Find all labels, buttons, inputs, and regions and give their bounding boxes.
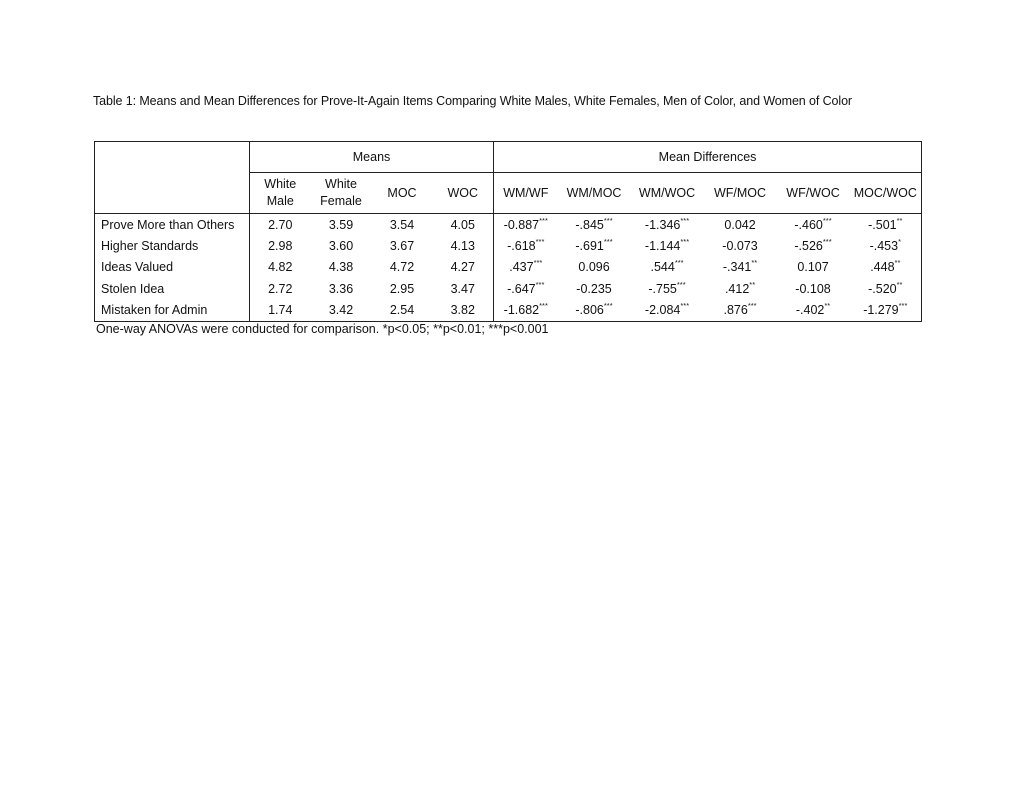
table-cell [433,300,494,322]
cell-value: .437 [509,260,534,275]
group-header-means: Means [250,142,494,173]
group-header-row [95,142,922,173]
table-cell [558,278,631,299]
cell-value: -.402 [795,303,825,318]
cell-value: 2.95 [389,281,415,296]
column-header: White Female [311,173,372,214]
significance-marker: *** [603,215,613,225]
cell-value: -.647 [507,281,536,296]
cell-value: 0.042 [724,217,756,232]
stub-header [95,142,250,214]
table-row [95,257,922,278]
row-label: Stolen Idea [95,278,250,299]
cell-value: 3.36 [328,281,354,296]
cell-value: -0.073 [722,239,758,254]
cell-value: 2.72 [268,281,293,296]
cell-value: -1.144 [644,239,681,254]
significance-marker: *** [822,237,832,247]
significance-marker: *** [603,301,613,311]
cell-value: 4.05 [450,217,475,232]
significance-marker: *** [533,258,543,268]
table-cell [558,300,631,322]
table-cell [494,278,558,299]
column-header: WF/WOC [777,173,850,214]
row-label: Prove More than Others [95,214,250,236]
table-row [95,235,922,256]
cell-value: .412 [724,281,750,296]
significance-marker: *** [898,301,908,311]
significance-marker: *** [680,237,690,247]
table-cell [494,214,558,236]
cell-value: 2.98 [268,239,293,254]
table-cell [777,300,850,322]
table-row [95,300,922,322]
significance-marker: ** [751,258,758,268]
table-cell [777,278,850,299]
table-cell [704,235,777,256]
table-row [95,214,922,236]
cell-value: -.845 [575,217,604,232]
cell-value: -1.682 [503,303,540,318]
table-cell [250,257,311,278]
table-cell [372,278,433,299]
table-cell [777,214,850,236]
table-cell [311,235,372,256]
table-body [95,214,922,322]
cell-value: 4.82 [268,260,293,275]
table-cell [494,300,558,322]
table-cell [433,257,494,278]
table-cell [558,235,631,256]
table-cell [558,214,631,236]
column-header: WM/WOC [631,173,704,214]
significance-marker: ** [824,301,831,311]
table-cell [311,300,372,322]
cell-value: -.691 [575,239,604,254]
table-cell [850,257,922,278]
table-cell [631,278,704,299]
cell-value: -.618 [507,239,536,254]
cell-value: -.806 [575,303,604,318]
cell-value: 3.59 [328,217,354,232]
row-label: Higher Standards [95,235,250,256]
table-cell [850,214,922,236]
cell-value: -1.346 [644,217,681,232]
table-cell [250,278,311,299]
cell-value: .876 [723,303,748,318]
significance-marker: *** [535,279,545,289]
table-caption: Table 1: Means and Mean Differences for Prove-It-Again Items Comparing White Males, White Females, Men of Color, and Women of Color [93,94,852,108]
table-cell [311,257,372,278]
cell-value: 3.82 [450,303,475,318]
significance-marker: ** [896,279,903,289]
table-cell [250,214,311,236]
cell-value: -.520 [868,281,897,296]
significance-marker: *** [539,215,548,225]
cell-value: 4.13 [450,239,475,254]
cell-value: 4.38 [328,260,354,275]
column-header: WF/MOC [704,173,777,214]
table-cell [631,235,704,256]
table-cell [631,257,704,278]
significance-marker: ** [894,258,901,268]
table-cell [372,300,433,322]
table-cell [433,214,494,236]
cell-value: 4.27 [450,260,475,275]
cell-value: -.501 [868,217,897,232]
cell-value: .448 [870,260,895,275]
table-cell [311,278,372,299]
table-cell [372,257,433,278]
cell-value: -.526 [794,239,823,254]
significance-marker: *** [539,301,548,311]
cell-value: 1.74 [268,303,293,318]
cell-value: -.755 [648,281,677,296]
table-cell [433,235,494,256]
cell-value: 0.107 [797,260,829,275]
results-table [94,141,922,322]
table-cell [631,214,704,236]
group-header-differences: Mean Differences [494,142,922,173]
significance-marker: ** [749,279,756,289]
table-cell [704,300,777,322]
table-cell [850,278,922,299]
cell-value: -.341 [722,260,752,275]
cell-value: -1.279 [863,303,899,318]
table-cell [777,257,850,278]
cell-value: .544 [650,260,675,275]
significance-marker: *** [680,301,690,311]
cell-value: -0.235 [576,281,612,296]
cell-value: 3.60 [328,239,354,254]
table-cell [558,257,631,278]
significance-marker: *** [676,279,686,289]
table-cell [850,300,922,322]
cell-value: 4.72 [389,260,415,275]
table-row [95,278,922,299]
table-footnote: One-way ANOVAs were conducted for comparison. *p<0.05; **p<0.01; ***p<0.001 [96,322,549,336]
table-cell [850,235,922,256]
significance-marker: *** [603,237,613,247]
table-cell [777,235,850,256]
column-header: MOC [372,173,433,214]
cell-value: -.453 [869,239,899,254]
column-header: WM/MOC [558,173,631,214]
column-header: White Male [250,173,311,214]
cell-value: -0.887 [503,217,540,232]
table-cell [494,257,558,278]
cell-value: -2.084 [644,303,681,318]
table-cell [433,278,494,299]
table-cell [704,214,777,236]
cell-value: 3.47 [450,281,475,296]
significance-marker: *** [822,215,832,225]
significance-marker: *** [680,215,690,225]
cell-value: 3.67 [389,239,415,254]
significance-marker: * [898,237,901,247]
significance-marker: *** [747,301,757,311]
row-label: Mistaken for Admin [95,300,250,322]
cell-value: -.460 [794,217,823,232]
cell-value: 3.42 [328,303,354,318]
significance-marker: *** [674,258,684,268]
cell-value: 2.54 [389,303,415,318]
column-header: WOC [433,173,494,214]
table-cell [704,257,777,278]
significance-marker: ** [896,215,903,225]
table-cell [250,235,311,256]
column-header: MOC/WOC [850,173,922,214]
cell-value: 0.096 [578,260,610,275]
row-label: Ideas Valued [95,257,250,278]
cell-value: 3.54 [389,217,415,232]
cell-value: 2.70 [268,217,293,232]
table-cell [311,214,372,236]
table-cell [250,300,311,322]
table-cell [372,214,433,236]
table-cell [704,278,777,299]
table-cell [631,300,704,322]
cell-value: -0.108 [795,281,831,296]
significance-marker: *** [535,237,545,247]
table-cell [494,235,558,256]
table-cell [372,235,433,256]
column-header: WM/WF [494,173,558,214]
